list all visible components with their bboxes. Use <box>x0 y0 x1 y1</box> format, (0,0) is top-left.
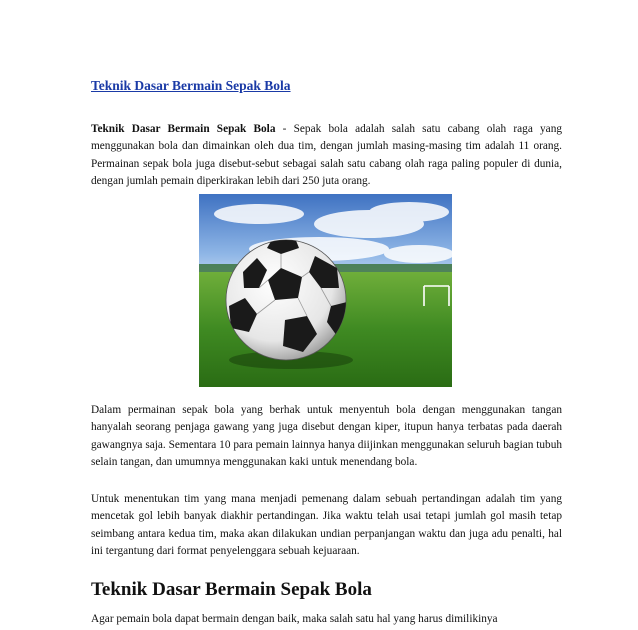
paragraph-winner: Untuk menentukan tim yang mana menjadi pemenang dalam sebuah pertandingan adalah tim yang mencetak gol lebih banyak diakhir pertandingan. Jika waktu telah usai tetapi jumlah gol masih tetap seimbang antara kedua tim, maka akan dilakukan undian perpanjangan waktu dan juga adu penalti, hal ini tergantung dari format penyelenggara sebuah kejuaraan. <box>91 493 562 557</box>
title-link[interactable]: Teknik Dasar Bermain Sepak Bola <box>91 78 291 93</box>
intro-text: - Sepak bola adalah salah satu cabang olah raga yang menggunakan bola dan dimainkan oleh dua tim, dengan jumlah masing-masing tim adalah 11 orang. Permainan sepak bola juga disebut-sebut sebagai salah satu cabang olah raga paling populer di dunia, dengan jumlah pemain diperkirakan lebih dari 250 juta orang. <box>91 123 562 187</box>
soccer-ball-illustration <box>199 194 452 387</box>
paragraph-cut-off: Agar pemain bola dapat bermain dengan baik, maka salah satu hal yang harus dimilikinya <box>91 613 498 625</box>
intro-lead: Teknik Dasar Bermain Sepak Bola <box>91 123 276 135</box>
intro-paragraph <box>91 121 562 190</box>
soccer-ball-image <box>199 194 452 387</box>
paragraph-goalkeeper: Dalam permainan sepak bola yang berhak untuk menyentuh bola dengan menggunakan tangan hanyalah seorang penjaga gawang yang juga disebut dengan kiper, itupun hanya terbatas pada daerah gawangnya saja. Sementara 10 para pemain lainnya hanya diijinkan menggunakan seluruh bagian tubuh selain tangan, dan umumnya menggunakan kaki untuk menendang bola. <box>91 404 562 468</box>
section-heading: Teknik Dasar Bermain Sepak Bola <box>91 579 372 600</box>
